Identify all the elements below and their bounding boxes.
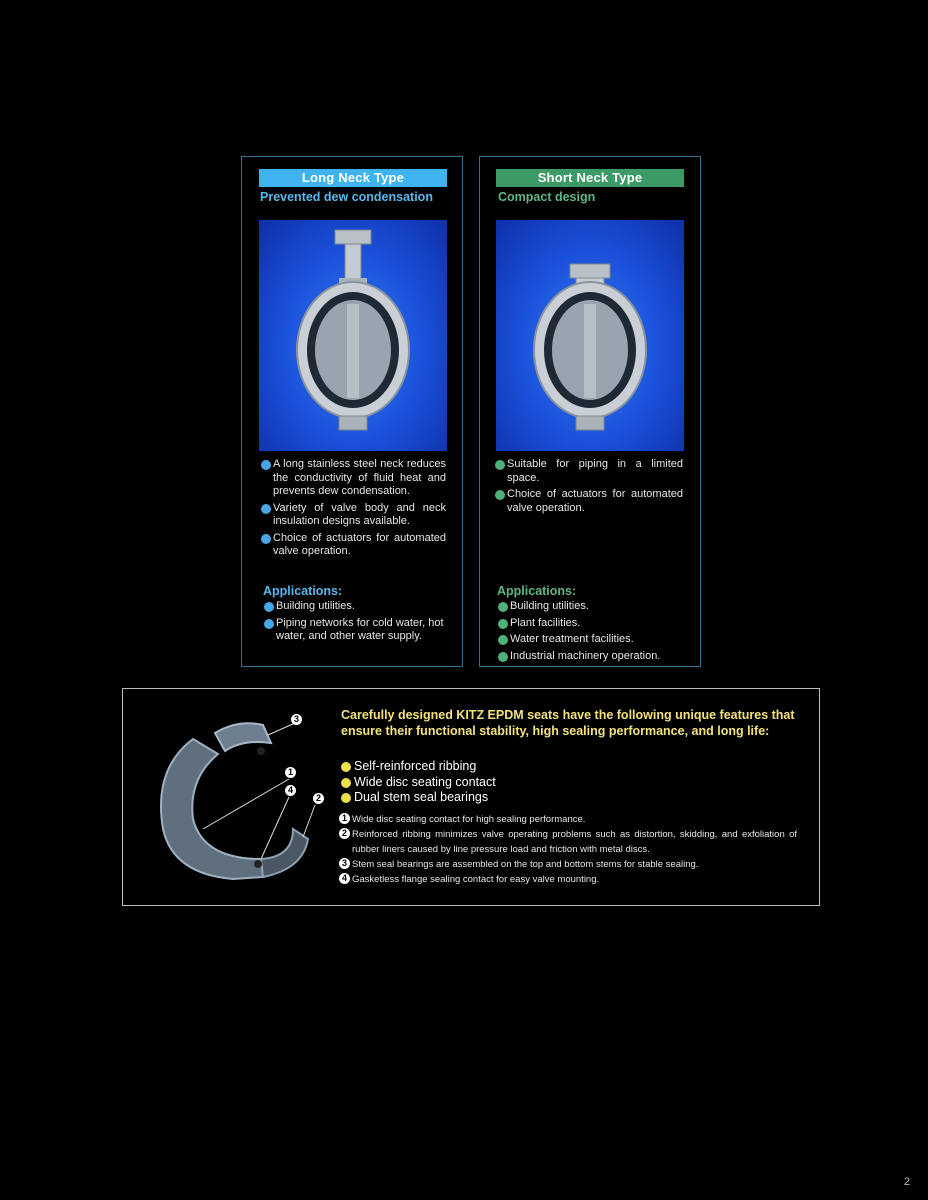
long-neck-valve-image <box>259 220 447 451</box>
feature-list <box>341 759 496 806</box>
list-item: Water treatment facilities. <box>498 633 683 647</box>
epdm-seat-cutaway-icon <box>143 699 333 894</box>
short-neck-valve-image <box>496 220 684 451</box>
numbered-descriptions <box>339 812 797 887</box>
short-neck-bullets <box>495 458 683 518</box>
bullet-dot-icon <box>264 602 274 612</box>
bullet-dot-icon <box>261 504 271 514</box>
bullet-dot-icon <box>261 534 271 544</box>
short-neck-tag: Short Neck Type <box>496 169 684 187</box>
list-item: Variety of valve body and neck insulation designs available. <box>261 502 446 529</box>
list-item: Wide disc seating contact <box>341 775 496 791</box>
list-item: Choice of actuators for automated valve operation. <box>495 488 683 515</box>
list-item: 4 Gasketless flange sealing contact for easy valve mounting. <box>339 872 797 887</box>
short-neck-apps-heading: Applications: <box>497 584 577 598</box>
callout-1-icon: 1 <box>285 767 296 778</box>
list-item: 2 Reinforced ribbing minimizes valve operating problems such as distortion, skidding, and exfoliation of rubber liners caused by line pressure load and friction with metal discs. <box>339 827 797 857</box>
bullet-dot-icon <box>495 460 505 470</box>
list-item: Suitable for piping in a limited space. <box>495 458 683 485</box>
butterfly-valve-long-neck-icon <box>259 220 447 451</box>
bullet-dot-icon <box>498 635 508 645</box>
bullet-dot-icon <box>498 652 508 662</box>
list-item: Building utilities. <box>498 600 683 614</box>
list-item: Building utilities. <box>264 600 449 614</box>
bullet-dot-icon <box>264 619 274 629</box>
epdm-seat-features-box <box>122 688 820 906</box>
long-neck-apps-heading: Applications: <box>263 584 343 598</box>
long-neck-bullets <box>261 458 446 562</box>
long-neck-applications <box>264 600 449 647</box>
list-item: Piping networks for cold water, hot water, and other water supply. <box>264 617 449 644</box>
page-number: 2 <box>903 1176 910 1188</box>
bullet-dot-icon <box>341 778 351 788</box>
long-neck-tag: Long Neck Type <box>259 169 447 187</box>
short-neck-applications <box>498 600 683 666</box>
short-neck-subtitle: Compact design <box>498 190 596 204</box>
number-3-icon: 3 <box>339 858 350 869</box>
bullet-dot-icon <box>498 619 508 629</box>
list-item: Choice of actuators for automated valve operation. <box>261 532 446 559</box>
callout-3-icon: 3 <box>291 714 302 725</box>
list-item: 1 Wide disc seating contact for high sealing performance. <box>339 812 797 827</box>
list-item: 3 Stem seal bearings are assembled on the top and bottom stems for stable sealing. <box>339 857 797 872</box>
butterfly-valve-short-neck-icon <box>496 220 684 451</box>
bullet-dot-icon <box>498 602 508 612</box>
epdm-seat-diagram <box>143 699 333 894</box>
callout-2-icon: 2 <box>313 793 324 804</box>
features-intro: Carefully designed KITZ EPDM seats have the following unique features that ensure their functional stability, high sealing performance, and long life: <box>341 708 795 738</box>
list-item: Self-reinforced ribbing <box>341 759 496 775</box>
bullet-dot-icon <box>261 460 271 470</box>
bullet-dot-icon <box>341 793 351 803</box>
bullet-dot-icon <box>341 762 351 772</box>
bullet-dot-icon <box>495 490 505 500</box>
list-item: Industrial machinery operation. <box>498 650 683 664</box>
number-2-icon: 2 <box>339 828 350 839</box>
callout-4-icon: 4 <box>285 785 296 796</box>
list-item: Dual stem seal bearings <box>341 790 496 806</box>
number-1-icon: 1 <box>339 813 350 824</box>
number-4-icon: 4 <box>339 873 350 884</box>
long-neck-subtitle: Prevented dew condensation <box>260 190 433 204</box>
list-item: A long stainless steel neck reduces the conductivity of fluid heat and prevents dew condensation. <box>261 458 446 499</box>
list-item: Plant facilities. <box>498 617 683 631</box>
